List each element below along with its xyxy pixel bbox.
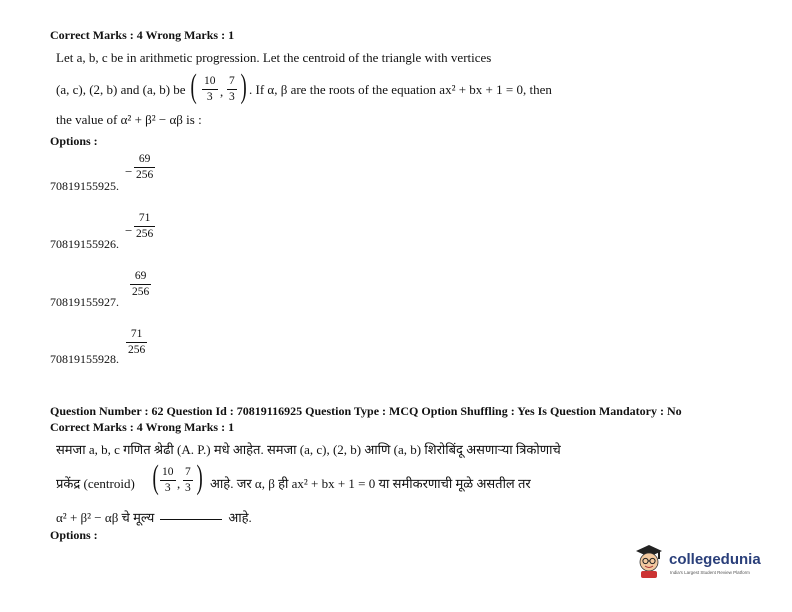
- option-id: 70819155926.: [50, 237, 119, 251]
- minus-sign: −: [125, 223, 133, 238]
- option-fraction: [134, 212, 155, 241]
- fraction-bar: [134, 226, 155, 227]
- answer-blank: [160, 519, 222, 520]
- denominator: 256: [136, 169, 154, 181]
- numerator: 7: [229, 75, 235, 87]
- logo-name: collegedunia: [669, 551, 761, 568]
- left-paren: (: [152, 459, 159, 496]
- denominator: 256: [132, 286, 150, 298]
- denominator: 3: [185, 482, 191, 494]
- q2-marks: Correct Marks : 4 Wrong Marks : 1: [50, 420, 235, 434]
- q2-line1: समजा a, b, c गणित श्रेढी (A. P.) मधे आहेत. समजा (a, c), (2, b) आणि (a, b) शिरोबिंदू असणाऱ्या त्रिकोणाचे: [56, 442, 561, 457]
- option-id: 70819155927.: [50, 295, 119, 309]
- fraction: [160, 466, 176, 495]
- q1-marks: Correct Marks : 4 Wrong Marks : 1: [50, 28, 235, 42]
- q1-line2-start: (a, c), (2, b) and (a, b) be: [56, 82, 186, 97]
- option-id: 70819155928.: [50, 352, 119, 366]
- right-paren: ): [196, 459, 203, 496]
- option-fraction: [126, 328, 147, 357]
- q1-line2-end: . If α, β are the roots of the equation ax² + bx + 1 = 0, then: [249, 82, 552, 97]
- option-id: 70819155925.: [50, 179, 119, 193]
- q2-line2-end: आहे. जर α, β ही ax² + bx + 1 = 0 या समीकरणाची मूळे असतील तर: [210, 476, 531, 491]
- q1-line3: the value of α² + β² − αβ is :: [56, 112, 202, 127]
- fraction-bar: [134, 167, 155, 168]
- numerator: 69: [138, 153, 151, 165]
- fraction: [227, 75, 237, 104]
- numerator: 10: [162, 466, 174, 478]
- denominator: 256: [136, 228, 154, 240]
- fraction-bar: [183, 480, 193, 481]
- q2-line3-expression: α² + β² − αβ चे मूल्य: [56, 510, 155, 525]
- q2-line3: [56, 508, 252, 526]
- q2-line3-end: आहे.: [228, 510, 252, 525]
- fraction-bar: [130, 284, 151, 285]
- q1-options-label: Options :: [50, 134, 98, 148]
- numerator: 71: [130, 328, 143, 340]
- comma: ,: [220, 84, 224, 99]
- fraction-bar: [126, 342, 147, 343]
- option-fraction: [130, 270, 151, 299]
- q2-header: Question Number : 62 Question Id : 70819116925 Question Type : MCQ Option Shuffling : Yes Is Question Mandatory : No: [50, 404, 682, 418]
- numerator: 7: [185, 466, 191, 478]
- denominator: 3: [229, 91, 235, 103]
- collegedunia-logo: [632, 543, 762, 583]
- denominator: 3: [164, 482, 171, 494]
- option-fraction: [134, 153, 155, 182]
- q2-line2-start: प्रकेंद्र (centroid): [56, 476, 135, 491]
- fraction-bar: [202, 89, 218, 90]
- right-paren: ): [240, 68, 247, 105]
- fraction: [202, 75, 218, 104]
- fraction: [183, 466, 193, 495]
- mascot-icon: [632, 543, 666, 579]
- logo-tagline: India's Largest Student Review Platform: [670, 570, 750, 575]
- numerator: 71: [138, 212, 151, 224]
- minus-sign: −: [125, 164, 133, 179]
- denominator: 3: [206, 91, 213, 103]
- fraction-bar: [227, 89, 237, 90]
- q1-line1: Let a, b, c be in arithmetic progression. Let the centroid of the triangle with vertices: [56, 50, 492, 65]
- denominator: 256: [128, 344, 146, 356]
- numerator: 10: [204, 75, 216, 87]
- fraction-bar: [160, 480, 176, 481]
- numerator: 69: [134, 270, 147, 282]
- comma: ,: [177, 476, 181, 491]
- left-paren: (: [190, 68, 197, 105]
- q2-options-label: Options :: [50, 528, 98, 542]
